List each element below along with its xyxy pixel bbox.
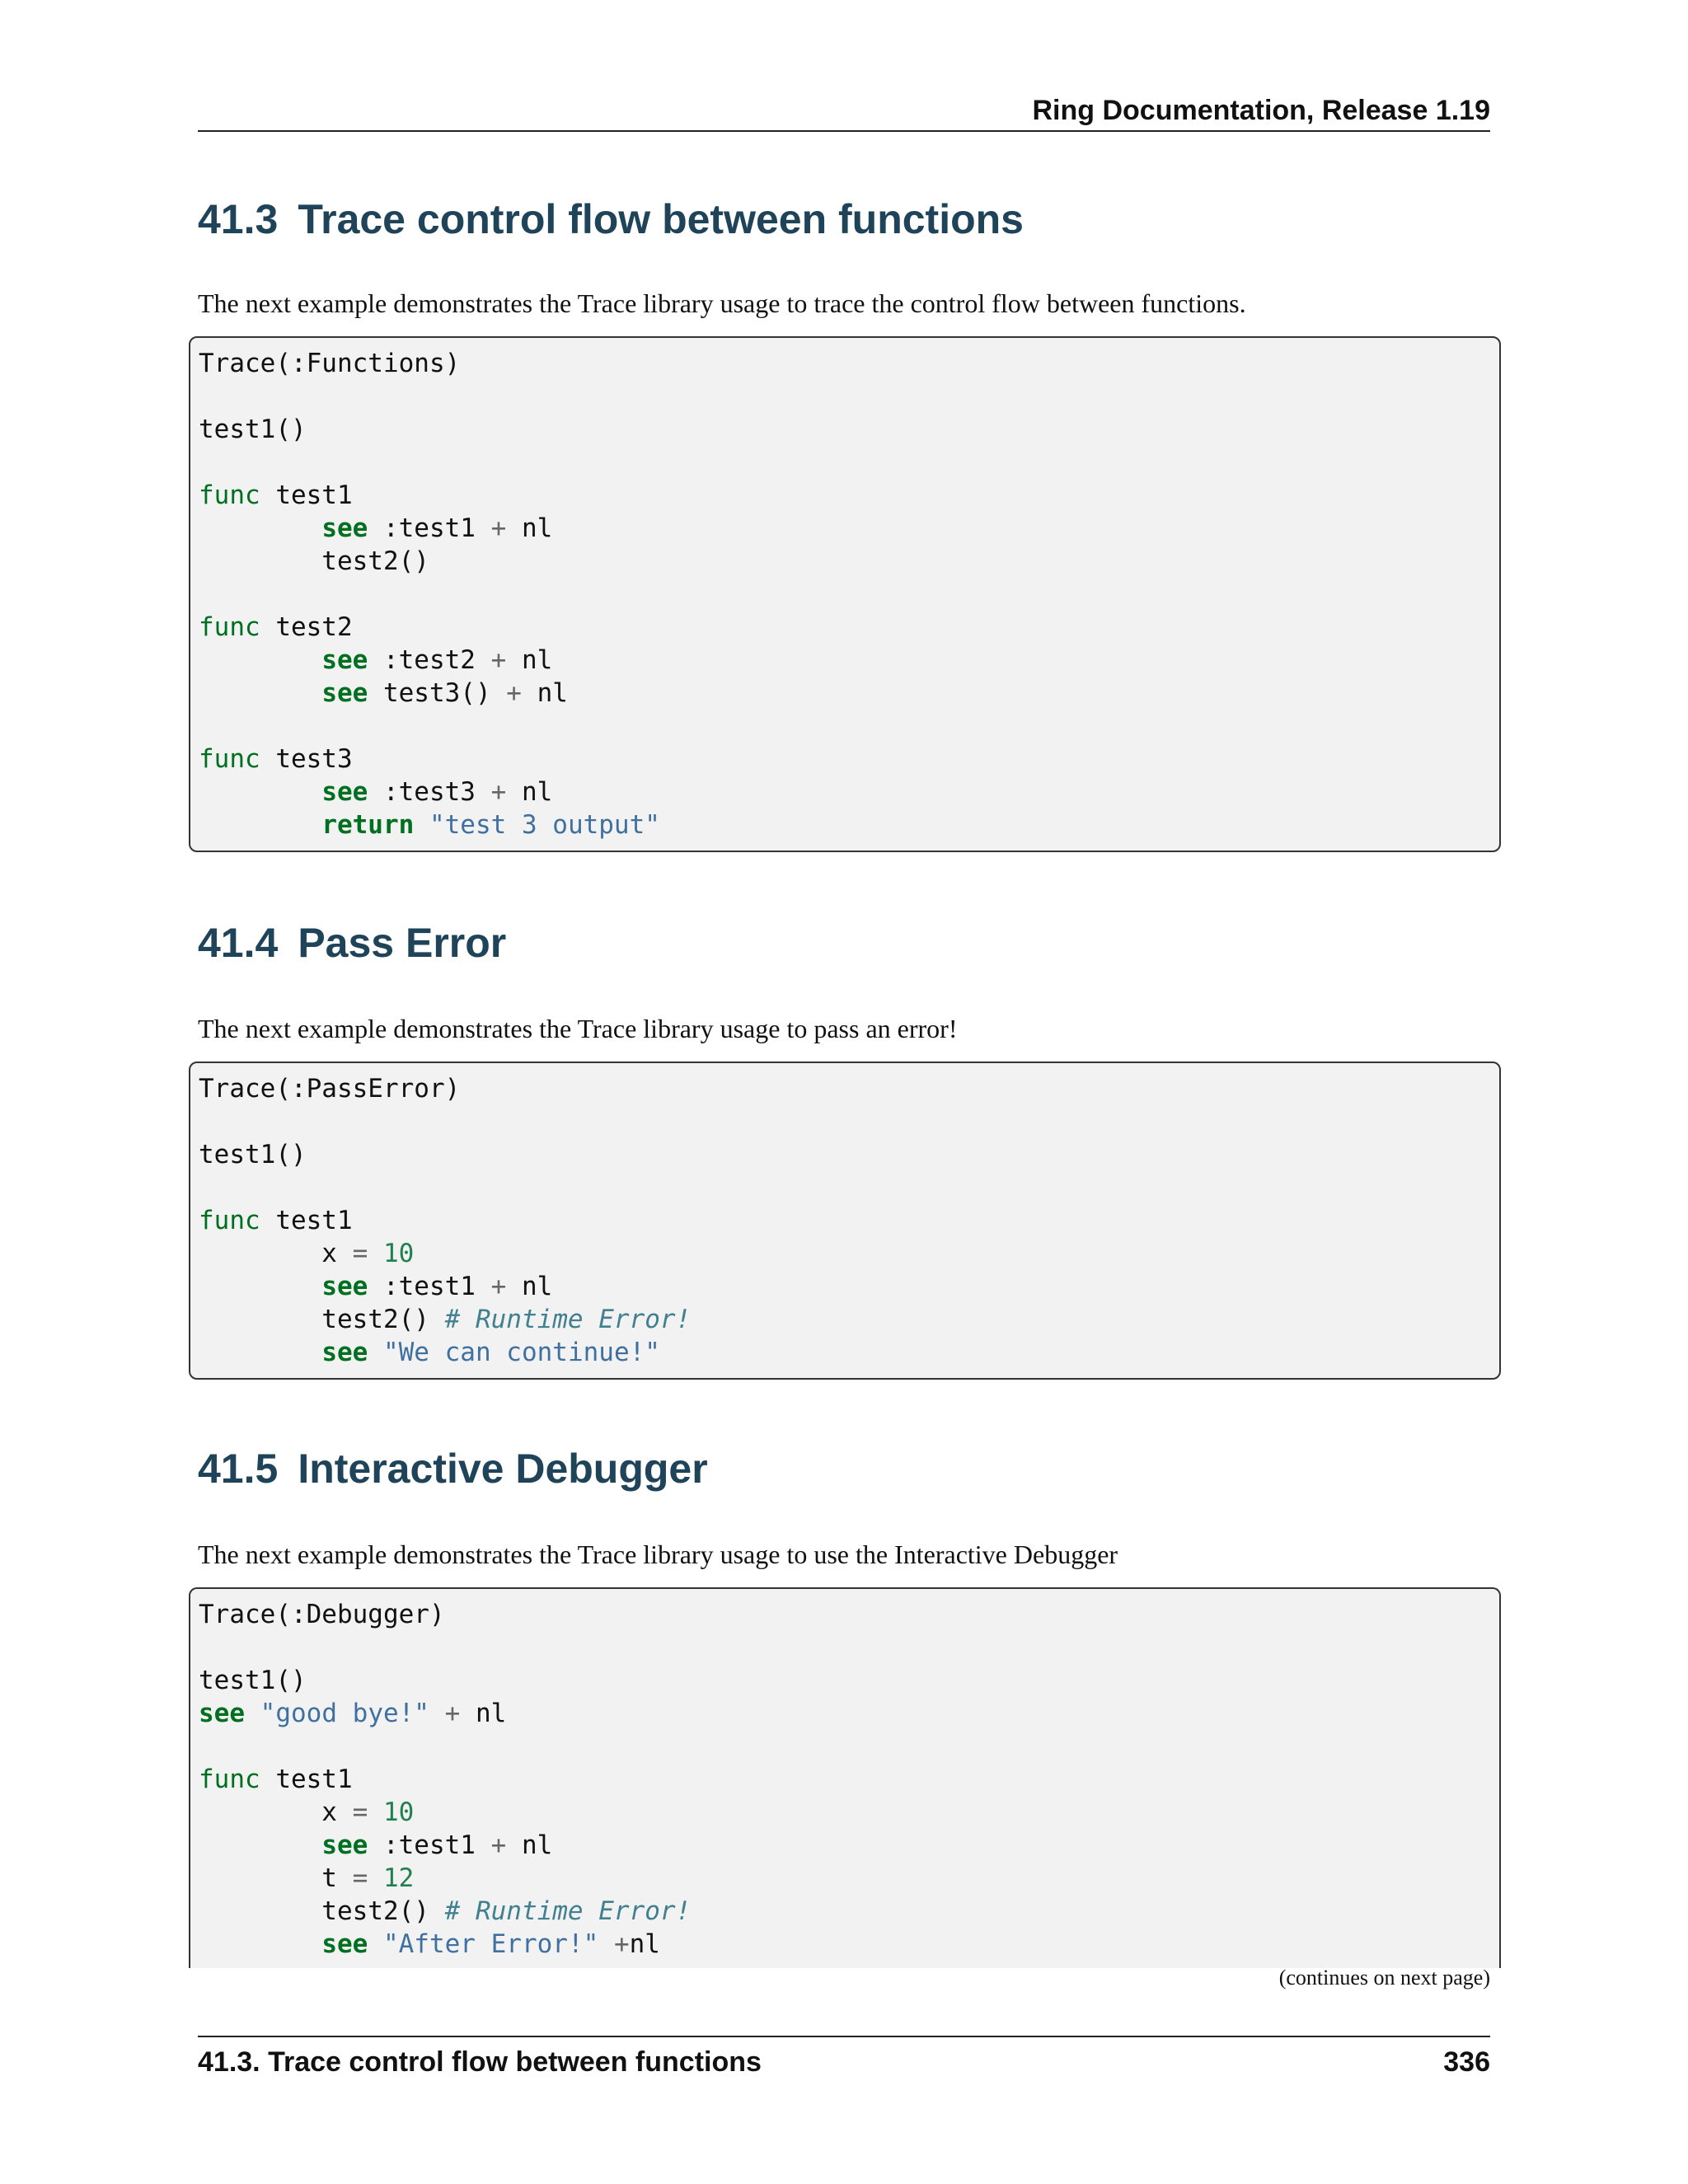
page-number: 336	[1443, 2046, 1490, 2078]
footer-rule	[198, 2036, 1490, 2037]
code-line: test2() # Runtime Error!	[199, 1896, 692, 1926]
code-line: Trace(:Functions)	[199, 349, 461, 378]
section-title-text: Pass Error	[298, 920, 507, 966]
code-line: Trace(:Debugger)	[199, 1600, 445, 1629]
code-line: test2()	[199, 546, 429, 576]
code-line: x = 10	[199, 1797, 415, 1827]
code-line	[199, 1730, 1491, 1763]
section-number: 41.5	[198, 1446, 279, 1492]
code-line	[199, 710, 1491, 743]
code-line: see :test2 + nl	[321, 645, 553, 675]
code-line: see :test1 + nl	[321, 513, 553, 543]
code-line: t = 12	[199, 1863, 415, 1893]
section-heading-41-3	[198, 193, 1024, 246]
code-line: test2() # Runtime Error!	[199, 1305, 692, 1334]
code-line	[199, 1105, 1491, 1138]
code-line	[199, 1171, 1491, 1204]
section-heading-41-5	[198, 1442, 708, 1495]
continues-note: (continues on next page)	[1278, 1966, 1490, 1990]
section-title-text: Trace control flow between functions	[298, 196, 1024, 242]
section-number: 41.4	[198, 920, 279, 966]
footer-section-title: 41.3. Trace control flow between functions	[198, 2046, 762, 2078]
code-line: func test2	[199, 612, 353, 642]
section-number: 41.3	[198, 196, 279, 242]
code-line: see :test1 + nl	[321, 1272, 553, 1301]
header-rule	[198, 130, 1490, 132]
code-line: func test1	[199, 1765, 353, 1794]
section-description: The next example demonstrates the Trace library usage to use the Interactive Debugger	[198, 1540, 1118, 1569]
code-line: see "We can continue!"	[321, 1338, 660, 1367]
code-line	[199, 1631, 1491, 1664]
code-line: see :test1 + nl	[321, 1830, 553, 1860]
code-line: see "good bye!" + nl	[199, 1699, 507, 1728]
code-line: x = 10	[199, 1239, 415, 1268]
code-line: see "After Error!" +nl	[321, 1929, 660, 1959]
code-line	[199, 380, 1491, 413]
running-header: Ring Documentation, Release 1.19	[1032, 95, 1490, 126]
code-line: see :test3 + nl	[321, 777, 553, 807]
code-line	[199, 578, 1491, 611]
code-line: func test3	[199, 744, 353, 774]
code-line: func test1	[199, 1206, 353, 1235]
code-line: test1()	[199, 1666, 307, 1695]
code-line: func test1	[199, 480, 353, 510]
section-heading-41-4	[198, 916, 506, 969]
code-line	[199, 446, 1491, 479]
section-description: The next example demonstrates the Trace library usage to trace the control flow between functions.	[198, 288, 1246, 318]
code-block-debugger	[189, 1587, 1501, 1968]
code-line: see test3() + nl	[321, 678, 568, 708]
code-line: return "test 3 output"	[321, 810, 660, 840]
code-block-pass-error	[189, 1062, 1501, 1380]
code-line: Trace(:PassError)	[199, 1074, 461, 1104]
code-line: test1()	[199, 1140, 307, 1169]
code-block-functions	[189, 336, 1501, 852]
section-title-text: Interactive Debugger	[298, 1446, 708, 1492]
code-line: test1()	[199, 415, 307, 444]
section-description: The next example demonstrates the Trace library usage to pass an error!	[198, 1014, 958, 1043]
